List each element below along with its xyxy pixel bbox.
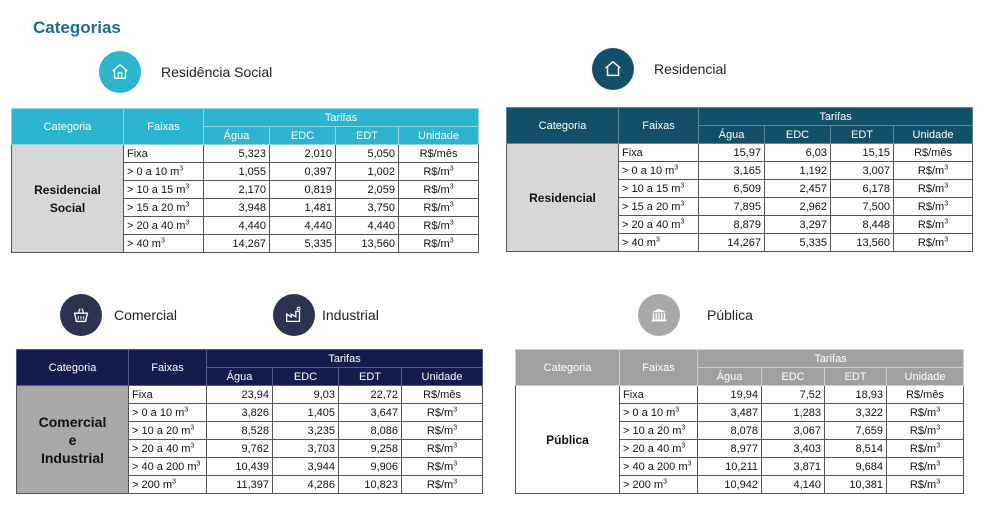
- category-cell-line: Residencial Social: [34, 182, 101, 215]
- header-tarifas: Tarifas: [699, 108, 973, 126]
- agua-cell: 8,528: [207, 422, 273, 440]
- header-agua: Água: [207, 368, 273, 386]
- header-agua: Água: [204, 127, 270, 145]
- header-faixas: Faixas: [620, 350, 698, 386]
- faixa-cell: > 40 $m^3$: [124, 235, 204, 253]
- header-row: [17, 350, 483, 368]
- header-edt: EDT: [825, 368, 887, 386]
- faixa-cell: > 0 a 10 $m^3$: [619, 162, 699, 180]
- edt-cell: 8,514: [825, 440, 887, 458]
- edc-cell: 4,286: [273, 476, 339, 494]
- unidade-cell: $R\$/m^3$: [402, 440, 483, 458]
- edt-cell: 3,647: [339, 404, 402, 422]
- tariff-table-residencia-social: [11, 108, 479, 253]
- edt-cell: 3,007: [831, 162, 894, 180]
- header-unidade: Unidade: [894, 126, 973, 144]
- header-faixas: Faixas: [129, 350, 207, 386]
- header-agua: Água: [699, 126, 765, 144]
- category-cell-line: e: [68, 431, 77, 448]
- edc-cell: 2,457: [765, 180, 831, 198]
- edt-cell: 13,560: [831, 234, 894, 252]
- unidade-cell: $R\$/m^3$: [399, 199, 479, 217]
- edt-cell: 9,684: [825, 458, 887, 476]
- edt-cell: 9,258: [339, 440, 402, 458]
- header-row: [516, 350, 964, 368]
- category-cell-line: Pública: [546, 432, 589, 447]
- edt-cell: 3,750: [336, 199, 399, 217]
- faixa-cell: > 200 $m^3$: [129, 476, 207, 494]
- unidade-cell: R$/mês: [402, 386, 483, 404]
- factory-icon: [273, 294, 315, 336]
- edt-cell: 7,659: [825, 422, 887, 440]
- edc-cell: 7,52: [762, 386, 825, 404]
- faixa-cell: > 20 a 40 $m^3$: [620, 440, 698, 458]
- faixa-cell: Fixa: [620, 386, 698, 404]
- unidade-cell: $R\$/m^3$: [887, 404, 964, 422]
- header-faixas: Faixas: [619, 108, 699, 144]
- category-cell-line: Residencial: [529, 190, 596, 205]
- edt-cell: 4,440: [336, 217, 399, 235]
- category-header-publica: [638, 294, 753, 336]
- edc-cell: 5,335: [765, 234, 831, 252]
- unidade-cell: $R\$/m^3$: [399, 217, 479, 235]
- edc-cell: 2,962: [765, 198, 831, 216]
- category-header-industrial: [273, 294, 379, 336]
- category-header-residencial: [592, 48, 726, 90]
- unidade-cell: R$/mês: [894, 144, 973, 162]
- header-edt: EDT: [339, 368, 402, 386]
- agua-cell: 1,055: [204, 163, 270, 181]
- edt-cell: 8,086: [339, 422, 402, 440]
- unidade-cell: $R\$/m^3$: [894, 234, 973, 252]
- category-cell: [12, 145, 124, 253]
- faixa-cell: > 15 a 20 $m^3$: [619, 198, 699, 216]
- header-faixas: Faixas: [124, 109, 204, 145]
- agua-cell: 14,267: [204, 235, 270, 253]
- faixa-cell: > 20 a 40 $m^3$: [129, 440, 207, 458]
- agua-cell: 3,826: [207, 404, 273, 422]
- house-outline-icon: [99, 51, 141, 93]
- header-categoria: Categoria: [516, 350, 620, 386]
- header-categoria: Categoria: [12, 109, 124, 145]
- edc-cell: 1,283: [762, 404, 825, 422]
- category-cell: [507, 144, 619, 252]
- header-unidade: Unidade: [402, 368, 483, 386]
- unidade-cell: $R\$/m^3$: [894, 198, 973, 216]
- faixa-cell: Fixa: [124, 145, 204, 163]
- category-cell: [17, 386, 129, 494]
- edt-cell: 6,178: [831, 180, 894, 198]
- header-edc: EDC: [762, 368, 825, 386]
- faixa-cell: Fixa: [619, 144, 699, 162]
- unidade-cell: $R\$/m^3$: [894, 216, 973, 234]
- category-header-comercial: [60, 294, 177, 336]
- faixa-cell: > 10 a 20 $m^3$: [620, 422, 698, 440]
- edt-cell: 8,448: [831, 216, 894, 234]
- header-tarifas: Tarifas: [207, 350, 483, 368]
- faixa-cell: > 0 a 10 $m^3$: [620, 404, 698, 422]
- edc-cell: 3,297: [765, 216, 831, 234]
- header-edc: EDC: [765, 126, 831, 144]
- agua-cell: 3,487: [698, 404, 762, 422]
- agua-cell: 10,942: [698, 476, 762, 494]
- table-row: [507, 144, 973, 162]
- header-edt: EDT: [336, 127, 399, 145]
- edc-cell: 3,944: [273, 458, 339, 476]
- category-header-residencia-social: [99, 51, 272, 93]
- edt-cell: 5,050: [336, 145, 399, 163]
- tariff-table-comercial-industrial: [16, 349, 483, 494]
- tariff-table-residencial: [506, 107, 973, 252]
- unidade-cell: $R\$/m^3$: [399, 235, 479, 253]
- faixa-cell: > 10 a 15 $m^3$: [619, 180, 699, 198]
- edt-cell: 10,381: [825, 476, 887, 494]
- faixa-cell: > 40 $m^3$: [619, 234, 699, 252]
- header-agua: Água: [698, 368, 762, 386]
- unidade-cell: $R\$/m^3$: [887, 476, 964, 494]
- agua-cell: 9,762: [207, 440, 273, 458]
- table-row: [516, 386, 964, 404]
- edt-cell: 2,059: [336, 181, 399, 199]
- government-building-icon: [638, 294, 680, 336]
- agua-cell: 7,895: [699, 198, 765, 216]
- edc-cell: 4,140: [762, 476, 825, 494]
- header-edt: EDT: [831, 126, 894, 144]
- edc-cell: 1,192: [765, 162, 831, 180]
- edc-cell: 3,703: [273, 440, 339, 458]
- header-tarifas: Tarifas: [698, 350, 964, 368]
- edt-cell: 7,500: [831, 198, 894, 216]
- header-tarifas: Tarifas: [204, 109, 479, 127]
- unidade-cell: $R\$/m^3$: [887, 440, 964, 458]
- header-row: [12, 109, 479, 127]
- agua-cell: 5,323: [204, 145, 270, 163]
- edc-cell: 3,403: [762, 440, 825, 458]
- unidade-cell: $R\$/m^3$: [399, 163, 479, 181]
- edc-cell: 5,335: [270, 235, 336, 253]
- unidade-cell: $R\$/m^3$: [887, 458, 964, 476]
- agua-cell: 2,170: [204, 181, 270, 199]
- edc-cell: 3,871: [762, 458, 825, 476]
- edc-cell: 6,03: [765, 144, 831, 162]
- edc-cell: 9,03: [273, 386, 339, 404]
- category-label: Comercial: [114, 307, 178, 323]
- edc-cell: 1,405: [273, 404, 339, 422]
- faixa-cell: > 0 a 10 $m^3$: [124, 163, 204, 181]
- edc-cell: 4,440: [270, 217, 336, 235]
- unidade-cell: $R\$/m^3$: [887, 422, 964, 440]
- faixa-cell: > 15 a 20 $m^3$: [124, 199, 204, 217]
- unidade-cell: $R\$/m^3$: [399, 181, 479, 199]
- agua-cell: 19,94: [698, 386, 762, 404]
- edt-cell: 3,322: [825, 404, 887, 422]
- category-cell: [516, 386, 620, 494]
- unidade-cell: $R\$/m^3$: [894, 180, 973, 198]
- table-row: [17, 386, 483, 404]
- unidade-cell: $R\$/m^3$: [402, 476, 483, 494]
- agua-cell: 8,977: [698, 440, 762, 458]
- edc-cell: 3,235: [273, 422, 339, 440]
- category-cell-line: Comercial: [38, 413, 107, 430]
- agua-cell: 10,211: [698, 458, 762, 476]
- category-label: Residencial: [654, 61, 727, 77]
- edt-cell: 22,72: [339, 386, 402, 404]
- header-categoria: Categoria: [17, 350, 129, 386]
- edt-cell: 10,823: [339, 476, 402, 494]
- header-row: [507, 108, 973, 126]
- agua-cell: 8,078: [698, 422, 762, 440]
- agua-cell: 15,97: [699, 144, 765, 162]
- faixa-cell: > 40 a 200 $m^3$: [620, 458, 698, 476]
- category-label: Pública: [707, 307, 753, 323]
- edc-cell: 0,397: [270, 163, 336, 181]
- basket-icon: [60, 294, 102, 336]
- agua-cell: 4,440: [204, 217, 270, 235]
- edc-cell: 2,010: [270, 145, 336, 163]
- faixa-cell: > 20 a 40 $m^3$: [619, 216, 699, 234]
- agua-cell: 11,397: [207, 476, 273, 494]
- agua-cell: 6,509: [699, 180, 765, 198]
- page-title: Categorias: [33, 18, 121, 37]
- header-edc: EDC: [273, 368, 339, 386]
- faixa-cell: > 40 a 200 $m^3$: [129, 458, 207, 476]
- agua-cell: 3,948: [204, 199, 270, 217]
- edt-cell: 9,906: [339, 458, 402, 476]
- edc-cell: 1,481: [270, 199, 336, 217]
- faixa-cell: > 20 a 40 $m^3$: [124, 217, 204, 235]
- agua-cell: 8,879: [699, 216, 765, 234]
- header-edc: EDC: [270, 127, 336, 145]
- faixa-cell: > 200 $m^3$: [620, 476, 698, 494]
- unidade-cell: $R\$/m^3$: [402, 404, 483, 422]
- faixa-cell: > 10 a 20 $m^3$: [129, 422, 207, 440]
- edt-cell: 15,15: [831, 144, 894, 162]
- unidade-cell: R$/mês: [887, 386, 964, 404]
- header-unidade: Unidade: [887, 368, 964, 386]
- tariff-table-publica: [515, 349, 964, 494]
- unidade-cell: $R\$/m^3$: [402, 458, 483, 476]
- header-categoria: Categoria: [507, 108, 619, 144]
- edt-cell: 13,560: [336, 235, 399, 253]
- agua-cell: 10,439: [207, 458, 273, 476]
- faixa-cell: Fixa: [129, 386, 207, 404]
- edt-cell: 1,002: [336, 163, 399, 181]
- agua-cell: 23,94: [207, 386, 273, 404]
- unidade-cell: $R\$/m^3$: [894, 162, 973, 180]
- category-label: Industrial: [322, 307, 379, 323]
- agua-cell: 14,267: [699, 234, 765, 252]
- edc-cell: 0,819: [270, 181, 336, 199]
- edt-cell: 18,93: [825, 386, 887, 404]
- house-icon: [592, 48, 634, 90]
- faixa-cell: > 0 a 10 $m^3$: [129, 404, 207, 422]
- table-row: [12, 145, 479, 163]
- category-cell-line: Industrial: [40, 449, 104, 466]
- edc-cell: 3,067: [762, 422, 825, 440]
- faixa-cell: > 10 a 15 $m^3$: [124, 181, 204, 199]
- unidade-cell: R$/mês: [399, 145, 479, 163]
- unidade-cell: $R\$/m^3$: [402, 422, 483, 440]
- category-label: Residência Social: [161, 64, 273, 80]
- header-unidade: Unidade: [399, 127, 479, 145]
- agua-cell: 3,165: [699, 162, 765, 180]
